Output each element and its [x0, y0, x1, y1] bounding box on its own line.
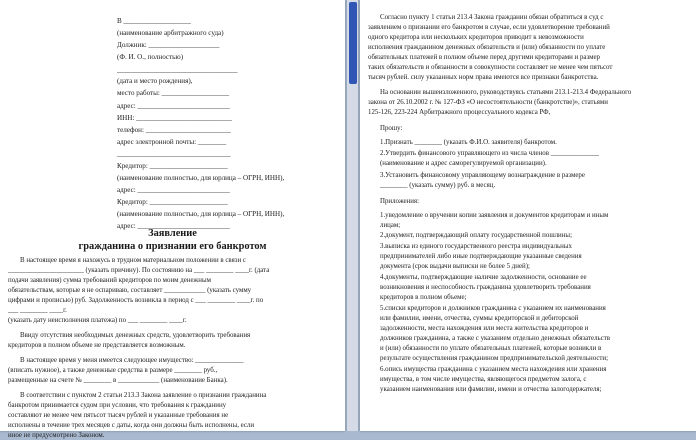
- phone-line: телефон: ________________________: [117, 126, 231, 134]
- attachment-item: 3.выписка из единого государственного реестра индивидуальных: [380, 243, 572, 250]
- birth-caption: (дата и место рождения),: [117, 77, 193, 85]
- attachment-item: 6.опись имущества гражданина с указанием места нахождения или хранения: [380, 366, 607, 373]
- request-item: 3.Установить финансовому управляющему вознаграждение в размере: [380, 172, 585, 179]
- attachment-item: 5.списки кредиторов и должников гражданина с указанием их наименования: [380, 305, 606, 312]
- creditor-1-caption: (наименование полностью, для юрлица – ОГРН, ИНН),: [117, 174, 285, 182]
- address-line: адрес: __________________________: [117, 102, 230, 110]
- attachment-item: 2.документ, подтверждающий оплату государственной пошлины;: [380, 232, 572, 239]
- court-caption: (наименование арбитражного суда): [117, 29, 224, 37]
- attachment-item: указанием наименования или фамилии, имени и отчества залогодержателя;: [380, 386, 602, 393]
- paragraph-line: обязательных платежей в полном объеме перед другими кредиторами и размер: [368, 54, 600, 61]
- paragraph-line: Ввиду отсутствия необходимых денежных средств, удовлетворить требования: [20, 332, 251, 339]
- paragraph-line: банкротом принимается судом при условии, что требования к гражданину: [8, 402, 227, 409]
- creditor-2-address: адрес: __________________________: [117, 222, 230, 230]
- attachment-item: имущества, в том числе имущества, являющегося предметом залога, с: [380, 376, 587, 383]
- paragraph-line: ______________________ (указать причину). По состоянию на ___ ________ ____г. (дата: [8, 267, 270, 274]
- paragraph-line: одного кредитора или нескольких кредиторов приводит к невозможности: [368, 34, 584, 41]
- document-title: Заявление: [148, 228, 197, 239]
- attachment-item: возникновения и неспособность гражданина удовлетворить требования: [380, 284, 591, 291]
- attachment-item: предпринимателей либо иные подтверждающие указанные сведения: [380, 253, 582, 260]
- attachment-item: должников гражданина, а также с указанием отдельно денежных обязательств: [380, 335, 610, 342]
- email-line: адрес электронной почты: ________: [117, 138, 227, 146]
- attachment-item: задолженности, места нахождения или места жительства кредиторов и: [380, 325, 589, 332]
- paragraph-line: закона от 26.10.2002 г. № 127-ФЗ «О несостоятельности (банкротстве)», статьями: [368, 99, 608, 106]
- work-line: место работы: ___________________: [117, 89, 230, 97]
- paragraph-line: В настоящее время я нахожусь в трудном материальном положении в связи с: [20, 257, 246, 264]
- birth-line: __________________________________: [117, 66, 238, 74]
- attachment-item: результате осуществления гражданином предпринимательской деятельности;: [380, 355, 608, 362]
- paragraph-line: цифрами и прописью) руб. Задолженность возникла в период с ___ ________ ____г. по: [8, 297, 264, 304]
- paragraph-line: исполнения гражданином денежных обязательств и (или) обязанности по уплате: [368, 44, 606, 51]
- attachment-item: лицам;: [380, 222, 401, 229]
- paragraph-line: В настоящее время у меня имеется следующее имущество: ______________: [20, 357, 244, 364]
- creditor-2-line: Кредитор: ______________________: [117, 198, 228, 206]
- court-line: В ___________________: [117, 17, 191, 25]
- attachment-item: или фамилии, имени, отчества, суммы кредиторской и дебиторской: [380, 315, 579, 322]
- paragraph-line: заявлением о признании его банкротом в случае, если удовлетворение требований: [368, 24, 610, 31]
- attachment-item: 1.уведомление о вручении копии заявления и документов кредиторам и иным: [380, 212, 609, 219]
- request-item: (наименование и адрес саморегулируемой организации).: [380, 160, 547, 167]
- scrollbar-thumb[interactable]: [349, 2, 357, 84]
- paragraph-line: Согласно пункту 1 статьи 213.4 Закона гражданин обязан обратиться в суд с: [380, 14, 604, 21]
- paragraph-line: исполнены в течение трех месяцев с даты, когда они должны быть исполнены, если: [8, 422, 255, 429]
- paragraph-line: подачи заявления) сумма требований кредиторов по моим денежным: [8, 277, 211, 284]
- paragraph-line: иное не предусмотрено Законом.: [8, 432, 105, 439]
- attachment-item: и (или) обязанности по уплате обязательных платежей, которые возникли в: [380, 345, 602, 352]
- paragraph-line: В соответствии с пунктом 2 статьи 213.3 Закона заявление о признании гражданина: [20, 392, 267, 399]
- creditor-2-caption: (наименование полностью, для юрлица – ОГРН, ИНН),: [117, 210, 285, 218]
- paragraph-line: (вписать нужное), а также денежные средства в размере ________ руб.,: [8, 367, 218, 374]
- paragraph-line: кредиторов в полном объеме не представляется возможным.: [8, 342, 186, 349]
- creditor-1-line: Кредитор: ______________________: [117, 162, 228, 170]
- paragraph-line: 125-126, 223-224 Арбитражного процессуального кодекса РФ,: [368, 109, 551, 116]
- debtor-line: Должник: ____________________: [117, 41, 220, 49]
- paragraph-line: тысяч рублей. силу указанных норм права имеются все признаки банкротства.: [368, 74, 599, 81]
- inn-line: ИНН: ___________________________: [117, 114, 232, 122]
- paragraph-line: таких обязательств и обязанности в совокупности составляет не менее чем пятьсот: [368, 64, 613, 71]
- paragraph-line: обязательствам, которые я не оспариваю, составляет ____________ (указать сумму: [8, 287, 252, 294]
- email-continuation: ________________________________: [117, 150, 231, 158]
- request-item: ________ (указать сумму) руб. в месяц.: [380, 182, 496, 189]
- document-subtitle: гражданина о признании его банкротом: [78, 241, 267, 252]
- creditor-1-address: адрес: __________________________: [117, 186, 230, 194]
- attachments-heading: Приложения:: [380, 198, 420, 205]
- debtor-caption: (Ф. И. О., полностью): [117, 53, 184, 61]
- paragraph-line: составляют не менее чем пятьсот тысяч рублей и указанные требования не: [8, 412, 229, 419]
- request-item: 2.Утвердить финансового управляющего из числа членов ______________: [380, 150, 599, 157]
- paragraph-line: ___ ________ ____г.: [8, 307, 67, 314]
- request-heading: Прошу:: [380, 125, 403, 132]
- paragraph-line: (указать дату неисполнения платежа) по ___ ________ ____г.: [8, 317, 187, 324]
- attachment-item: документа (срок выдачи выписки не более 5 дней);: [380, 263, 530, 270]
- paragraph-line: На основании вышеизложенного, руководствуясь статьями 213.1-213.4 Федерального: [380, 89, 632, 96]
- attachment-item: 4.документы, подтверждающие наличие задолженности, основание ее: [380, 274, 587, 281]
- attachment-item: кредиторов в полном объеме;: [380, 294, 467, 301]
- vertical-scrollbar[interactable]: [346, 0, 359, 431]
- document-page-left: [0, 0, 345, 439]
- paragraph-line: размещенные на счете № ________ в ____________ (наименование Банка).: [8, 377, 228, 384]
- request-item: 1.Признать ________ (указать Ф.И.О. заявителя) банкротом.: [380, 139, 557, 146]
- document-page-right: [360, 0, 696, 431]
